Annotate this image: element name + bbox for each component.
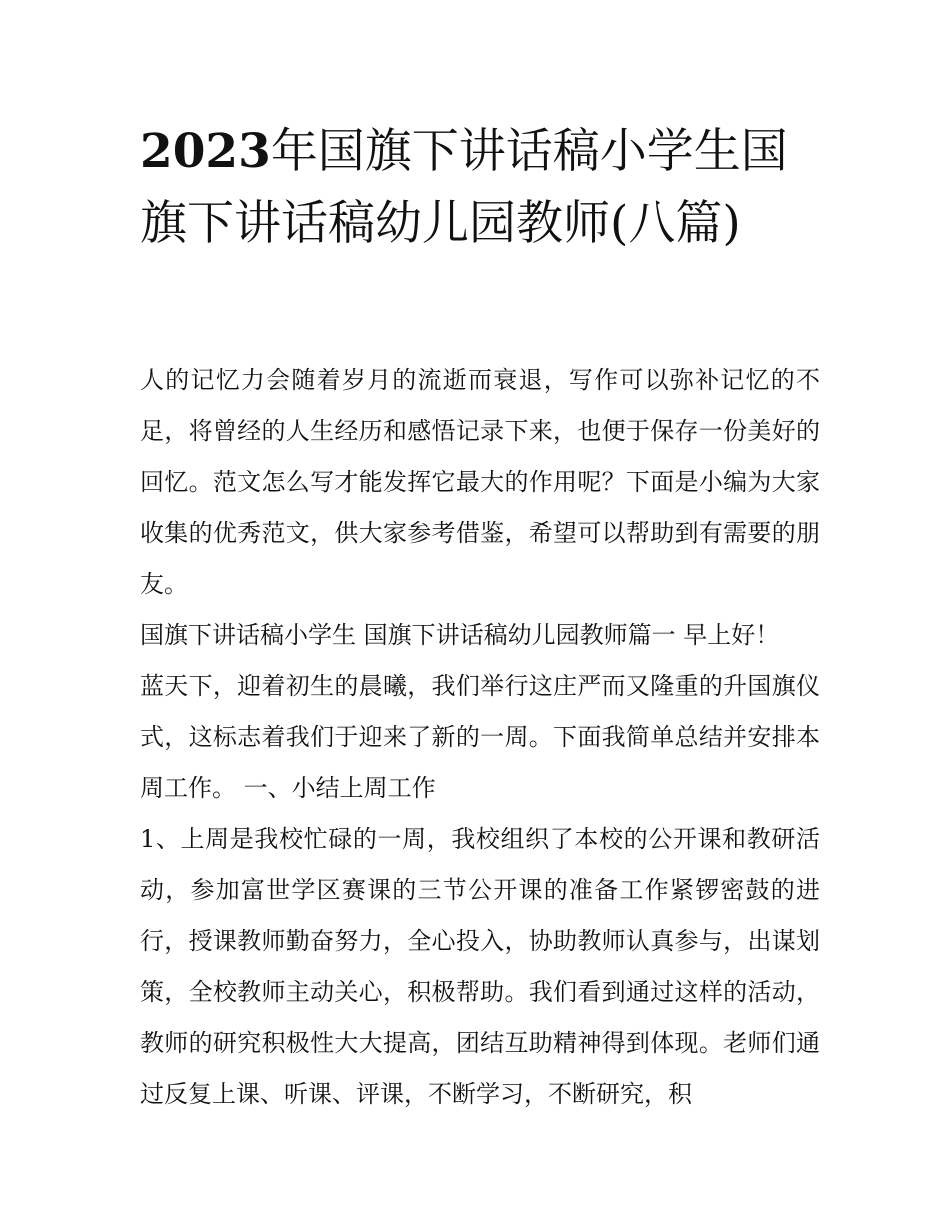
intro-paragraph: 人的记忆力会随着岁月的流逝而衰退，写作可以弥补记忆的不足，将曾经的人生经历和感悟记录下来，也便于保存一份美好的回忆。范文怎么写才能发挥它最大的作用呢？下面是小编为大家收集的优秀范文，供大家参考借鉴，希望可以帮助到有需要的朋友。 bbox=[140, 366, 820, 598]
section-heading-paragraph: 国旗下讲话稿小学生 国旗下讲话稿幼儿园教师篇一 早上好！ bbox=[140, 621, 780, 649]
title-text: 年国旗下讲话稿小学生国旗下讲话稿幼儿园教师(八篇) bbox=[140, 124, 788, 251]
summary-item-1-paragraph: 1、上周是我校忙碌的一周，我校组织了本校的公开课和教研活动，参加富世学区赛课的三节公开课的准备工作紧锣密鼓的进行，授课教师勤奋努力，全心投入，协助教师认真参与，出谋划策，全校教师主动关心，积极帮助。我们看到通过这样的活动，教师的研究积极性大大提高，团结互助精神得到体现。老师们通过反复上课、听课、评课，不断学习，不断研究，积 bbox=[140, 825, 820, 1108]
title-year: 2023 bbox=[140, 124, 271, 179]
opening-paragraph: 蓝天下，迎着初生的晨曦，我们举行这庄严而又隆重的升国旗仪式，这标志着我们于迎来了新的一周。下面我简单总结并安排本周工作。 一、小结上周工作 bbox=[140, 672, 820, 802]
document-title bbox=[140, 116, 820, 260]
document-body bbox=[140, 355, 820, 1120]
